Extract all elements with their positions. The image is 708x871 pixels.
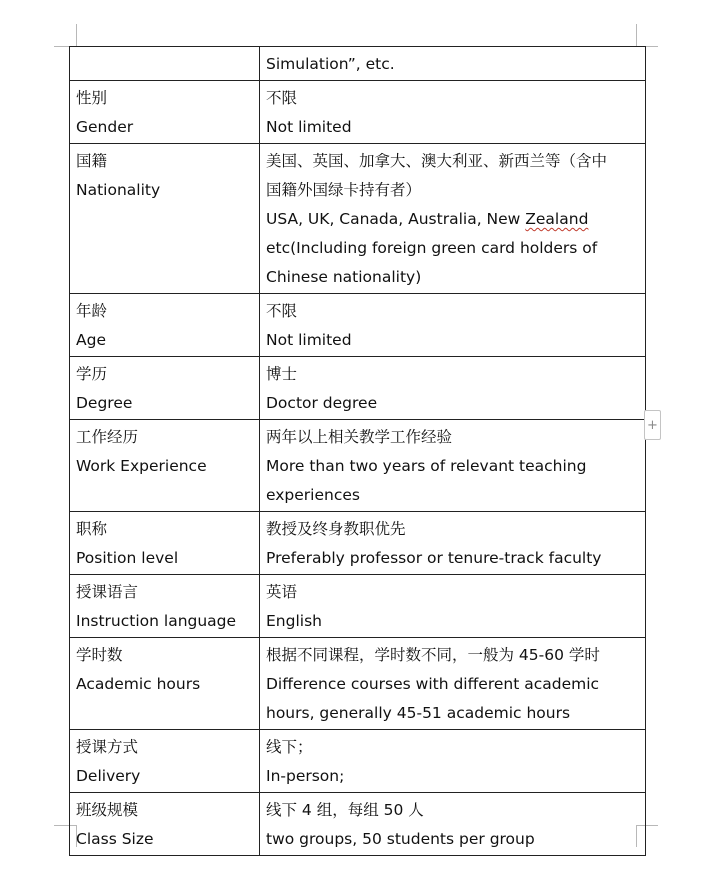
value-line-text: USA, UK, Canada, Australia, New Zealand [266, 210, 589, 228]
label-zh: 授课语言 [76, 583, 139, 601]
table-row [70, 47, 646, 81]
label-cell[interactable] [70, 512, 260, 575]
value-cell[interactable] [260, 47, 646, 81]
value-line: 美国、英国、加拿大、澳大利亚、新西兰等（含中 [266, 152, 608, 170]
label-en: Delivery [76, 767, 141, 785]
value-cell[interactable] [260, 793, 646, 856]
value-line: 线下 4 组，每组 50 人 [266, 801, 424, 819]
value-cell[interactable] [260, 144, 646, 294]
label-en: Degree [76, 394, 133, 412]
table-row-position-level [70, 512, 646, 575]
table-row-age [70, 294, 646, 357]
crop-mark-top-left [76, 24, 77, 46]
table-row-nationality [70, 144, 646, 294]
label-zh: 班级规模 [76, 801, 139, 819]
label-en: Instruction language [76, 612, 237, 630]
label-zh: 性别 [76, 89, 108, 107]
value-line [266, 205, 639, 234]
table-row-delivery [70, 730, 646, 793]
value-line: Simulation”, etc. [266, 55, 395, 73]
value-line: Preferably professor or tenure-track faculty [266, 549, 602, 567]
value-line: In-person; [266, 767, 345, 785]
value-line: Difference courses with different academic [266, 675, 600, 693]
label-en: Position level [76, 549, 179, 567]
value-cell[interactable] [260, 81, 646, 144]
value-line: Not limited [266, 331, 352, 349]
label-en: Class Size [76, 830, 154, 848]
label-cell[interactable] [70, 294, 260, 357]
label-zh: 职称 [76, 520, 108, 538]
label-zh: 工作经历 [76, 428, 139, 446]
table-row-gender [70, 81, 646, 144]
value-line: 不限 [266, 89, 298, 107]
label-cell[interactable] [70, 575, 260, 638]
value-cell[interactable] [260, 575, 646, 638]
value-cell[interactable] [260, 294, 646, 357]
requirements-table [69, 46, 646, 856]
label-zh: 授课方式 [76, 738, 139, 756]
value-line: 两年以上相关教学工作经验 [266, 428, 453, 446]
label-en: Academic hours [76, 675, 201, 693]
label-en: Work Experience [76, 457, 207, 475]
value-line: 英语 [266, 583, 298, 601]
label-cell[interactable] [70, 144, 260, 294]
value-cell[interactable] [260, 512, 646, 575]
table-row-degree [70, 357, 646, 420]
plus-icon: + [647, 418, 658, 433]
label-zh: 学时数 [76, 646, 123, 664]
value-line: Chinese nationality) [266, 268, 422, 286]
label-cell[interactable] [70, 730, 260, 793]
table-row-academic-hours [70, 638, 646, 730]
spellcheck-underline[interactable]: Zealand [525, 210, 589, 228]
value-line: 博士 [266, 365, 298, 383]
value-line: More than two years of relevant teaching [266, 457, 587, 475]
label-cell[interactable] [70, 357, 260, 420]
value-line: English [266, 612, 322, 630]
table-row-class-size [70, 793, 646, 856]
table-row-work-experience [70, 420, 646, 512]
value-cell[interactable] [260, 357, 646, 420]
value-line: hours, generally 45-51 academic hours [266, 704, 571, 722]
value-line: 教授及终身教职优先 [266, 520, 406, 538]
value-line: 根据不同课程，学时数不同，一般为 45-60 学时 [266, 646, 600, 664]
label-cell[interactable] [70, 420, 260, 512]
add-row-button[interactable] [644, 410, 661, 440]
label-zh: 学历 [76, 365, 108, 383]
label-en: Age [76, 331, 106, 349]
value-line: Not limited [266, 118, 352, 136]
label-cell[interactable] [70, 81, 260, 144]
label-cell[interactable] [70, 793, 260, 856]
value-line: 国籍外国绿卡持有者） [266, 181, 422, 199]
value-line: experiences [266, 486, 360, 504]
value-cell[interactable] [260, 730, 646, 793]
value-line: 线下； [266, 738, 313, 756]
label-zh: 国籍 [76, 152, 108, 170]
crop-mark-top-right [636, 24, 637, 46]
label-en: Nationality [76, 181, 161, 199]
value-cell[interactable] [260, 420, 646, 512]
value-line: etc(Including foreign green card holders of [266, 239, 598, 257]
label-cell[interactable] [70, 47, 260, 81]
value-cell[interactable] [260, 638, 646, 730]
label-zh: 年龄 [76, 302, 108, 320]
value-line: 不限 [266, 302, 298, 320]
label-en: Gender [76, 118, 134, 136]
table-row-instruction-language [70, 575, 646, 638]
label-cell[interactable] [70, 638, 260, 730]
value-line: Doctor degree [266, 394, 378, 412]
value-line: two groups, 50 students per group [266, 830, 535, 848]
